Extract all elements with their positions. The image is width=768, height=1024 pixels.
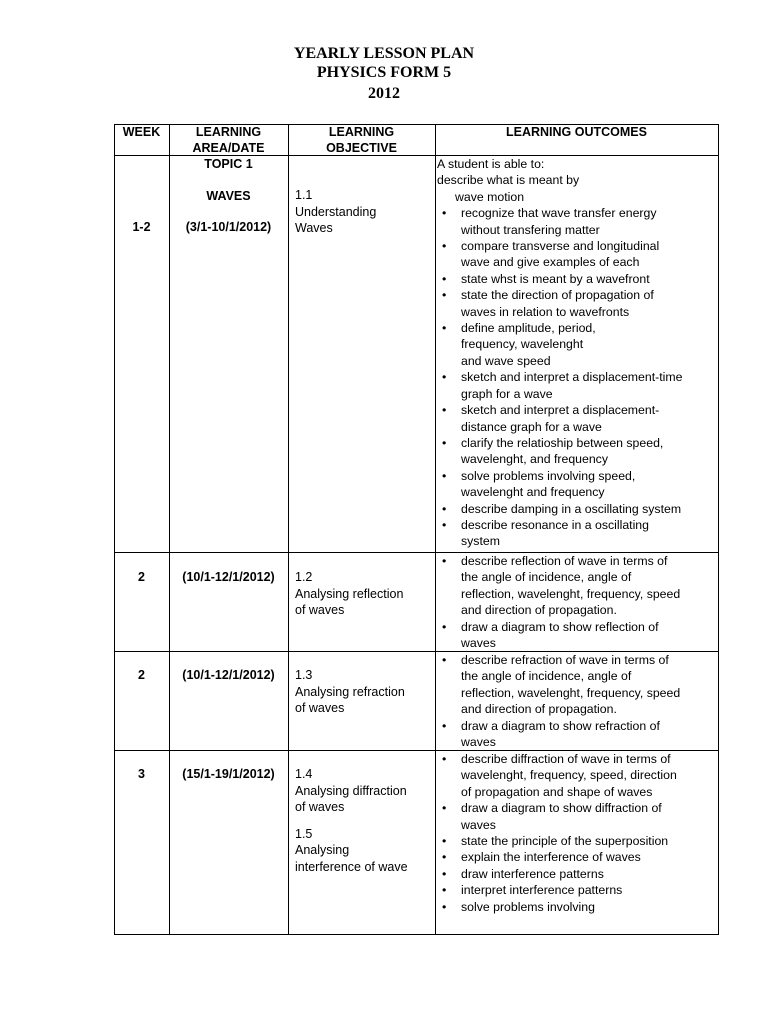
outcome-line: • describe diffraction of wave in terms of [461,752,671,766]
row4-date: (15/1-19/1/2012) [182,767,275,781]
outcome-line: • state the principle of the superposition [461,834,669,849]
outcome-item [437,619,717,652]
outcome-line: • clarify the relatioship between speed, [461,435,664,450]
outcome-line: waves in relation to wavefronts [461,304,630,319]
document-year: 2012 [368,85,400,102]
header-learning-objective-line1: LEARNING [328,125,395,139]
outcome-line: without transfering matter [461,222,600,237]
outcome-line: the angle of incidence, angle of [461,669,632,684]
outcome-line: graph for a wave [461,386,553,401]
outcome-item [437,882,717,898]
outcome-line: • state the direction of propagation of [461,288,654,303]
outcome-line: • explain the interference of waves [461,850,641,865]
row4-outcomes [437,751,717,915]
outcome-item [437,501,717,517]
row4-week: 3 [138,767,145,781]
row2-outcomes [437,553,717,651]
header-learning-area-line1: LEARNING [195,125,262,139]
row3-week: 2 [138,668,145,682]
outcome-item [437,652,717,718]
header-learning-outcomes: LEARNING OUTCOMES [506,125,647,139]
row3-outcomes [437,652,717,750]
objective-number: 1.3 [295,668,313,682]
objective-text: Analysing reflection [295,586,404,601]
outcome-item [437,800,717,833]
objective-number: 1.1 [295,188,313,202]
outcome-line: • recognize that wave transfer energy [461,206,657,221]
outcome-item [437,238,717,271]
outcome-item [437,899,717,915]
outcome-item [437,205,717,238]
row2-objective [295,569,433,619]
outcome-line: of propagation and shape of waves [461,784,653,799]
objective-text: interference of wave [295,859,408,874]
header-learning-area [169,124,288,156]
outcome-item [437,751,717,800]
outcome-line: • draw a diagram to show refraction of [461,718,660,733]
row3-objective [295,667,433,717]
outcome-line: • draw a diagram to show diffraction of [461,801,662,816]
outcome-line: • define amplitude, period, [461,321,596,336]
row3-date: (10/1-12/1/2012) [182,668,275,682]
table-border-right [718,124,719,935]
objective-text: Analysing [295,843,350,857]
table-border-left [114,124,115,935]
outcome-line: reflection, wavelenght, frequency, speed [461,586,681,601]
outcome-item [437,833,717,849]
outcome-line: • compare transverse and longitudinal [461,239,660,254]
outcome-line: wave and give examples of each [461,255,640,270]
outcome-line: waves [461,817,496,832]
outcome-line: • sketch and interpret a displacement-time [461,370,683,385]
objective-text: Waves [295,221,333,235]
outcome-line: frequency, wavelenght [461,337,584,352]
document-title: YEARLY LESSON PLAN [293,45,475,62]
outcome-line: and wave speed [461,353,551,368]
header-learning-objective-line2: OBJECTIVE [326,141,397,155]
row1-date: (3/1-10/1/2012) [185,220,272,234]
outcome-line: reflection, wavelenght, frequency, speed [461,685,681,700]
header-week: WEEK [122,125,161,139]
row2-week: 2 [138,570,145,584]
outcome-item [437,553,717,619]
table-border-bottom [114,934,719,935]
outcome-line: • solve problems involving [461,899,595,914]
outcome-line: • interpret interference patterns [461,883,623,898]
objective-number: 1.2 [295,570,313,584]
outcome-item [437,402,717,435]
objective-text: Analysing refraction [295,684,405,699]
outcome-item [437,287,717,320]
objective-text: of waves [295,701,345,715]
header-learning-objective [288,124,435,156]
objective-text: Understanding [295,204,377,219]
outcome-item [437,718,717,751]
row4-objective [295,766,433,875]
row1-topic: TOPIC 1 [204,157,253,171]
outcome-line: distance graph for a wave [461,419,602,434]
table-column-divider [435,124,436,935]
row1-week: 1-2 [132,220,151,234]
outcome-item [437,369,717,402]
row1-area-name: WAVES [206,188,251,203]
outcome-item [437,468,717,501]
outcome-line: • draw a diagram to show reflection of [461,619,659,634]
outcome-line: wavelenght and frequency [461,485,605,500]
outcome-item [437,849,717,865]
outcome-line: • describe refraction of wave in terms of [461,653,669,667]
outcome-line: • describe reflection of wave in terms of [461,554,668,568]
outcomes-intro: describe what is meant by [437,173,580,188]
outcome-line: • draw interference patterns [461,866,604,881]
outcome-line: system [461,534,500,549]
document-subtitle: PHYSICS FORM 5 [316,64,452,81]
objective-text: Analysing diffraction [295,783,407,798]
row1-objective [295,187,433,237]
outcomes-intro: wave motion [455,189,525,204]
outcome-line: • describe resonance in a oscillating [461,517,649,532]
outcome-line: wavelenght, and frequency [461,452,608,467]
outcomes-intro: A student is able to: [437,157,545,171]
row1-area [169,156,288,236]
outcome-item [437,271,717,287]
outcome-line: • state whst is meant by a wavefront [461,271,650,286]
outcome-line: the angle of incidence, angle of [461,570,632,585]
objective-text: of waves [295,800,345,814]
outcome-item [437,866,717,882]
objective-number: 1.4 [295,767,313,781]
outcome-line: wavelenght, frequency, speed, direction [461,768,677,783]
outcome-item [437,435,717,468]
objective-number: 1.5 [295,826,313,841]
outcome-line: • sketch and interpret a displacement- [461,403,660,418]
objective-text: of waves [295,603,345,617]
outcome-line: and direction of propagation. [461,603,617,618]
outcome-line: waves [461,636,496,651]
row2-date: (10/1-12/1/2012) [182,570,275,584]
table-column-divider [288,124,289,935]
table-column-divider [169,124,170,935]
outcome-item [437,320,717,369]
outcome-line: • describe damping in a oscillating system [461,501,682,516]
row1-outcomes [437,156,717,550]
header-learning-area-line2: AREA/DATE [192,141,265,155]
outcome-item [437,517,717,550]
outcome-line: waves [461,735,496,750]
outcome-line: and direction of propagation. [461,702,617,717]
outcome-line: • solve problems involving speed, [461,468,636,483]
